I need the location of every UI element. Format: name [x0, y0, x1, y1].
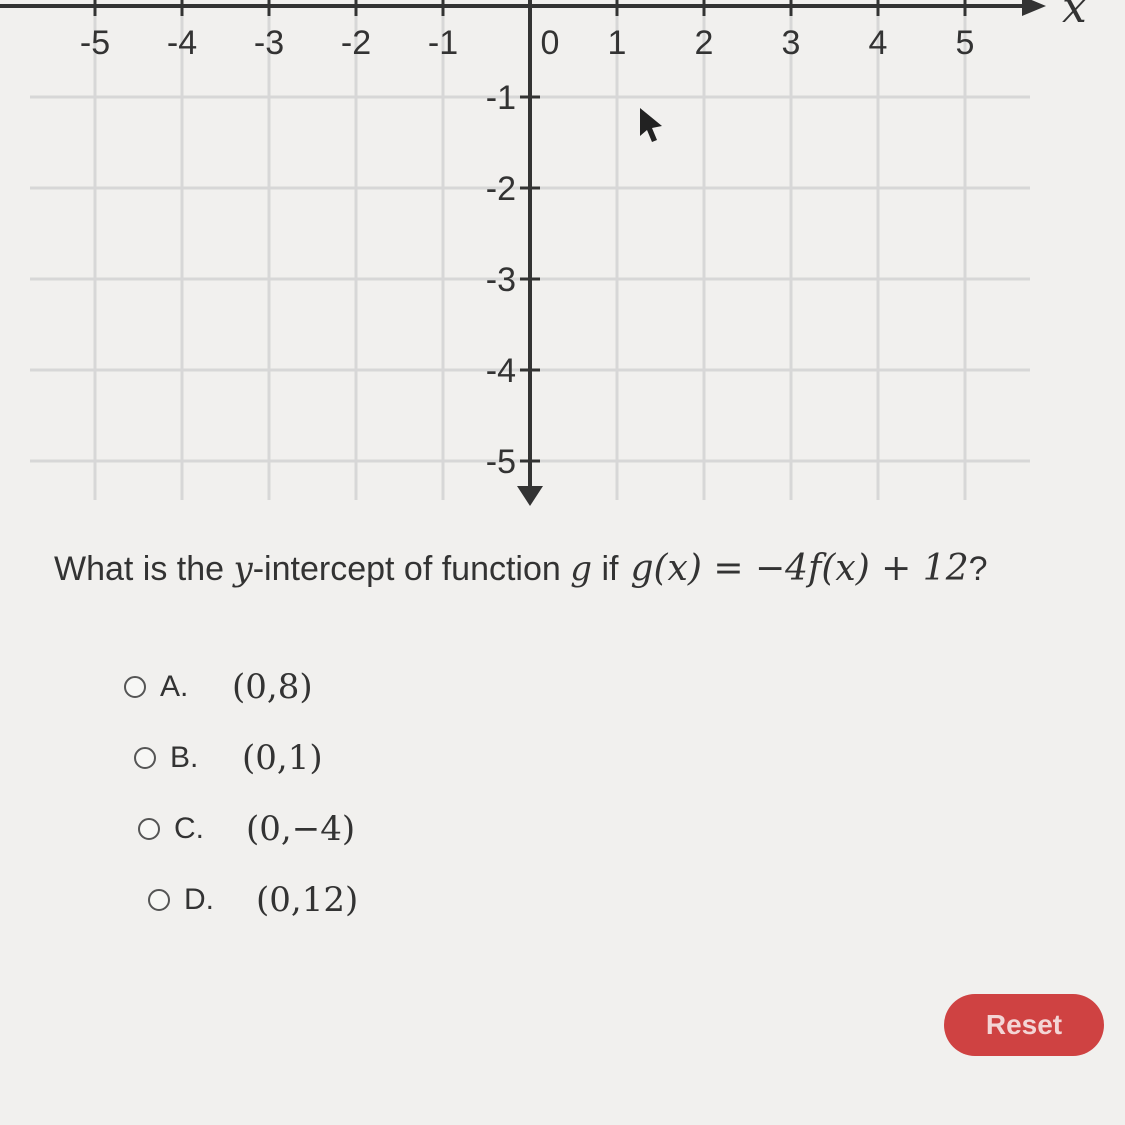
radio-button-icon[interactable] — [124, 676, 146, 698]
question-middle: -intercept of function — [252, 550, 571, 588]
reset-button[interactable]: Reset — [944, 994, 1104, 1056]
y-tick-label: -4 — [485, 352, 516, 390]
x-tick-label: -1 — [427, 24, 459, 62]
x-tick-label: -5 — [79, 24, 111, 62]
option-value: (0,12) — [256, 880, 359, 920]
x-tick-label: -3 — [253, 24, 285, 62]
question-if: if — [592, 550, 619, 588]
question-text — [54, 548, 1114, 589]
x-tick-label: 3 — [781, 24, 801, 62]
option-letter: B. — [170, 741, 199, 774]
x-tick-label: -2 — [340, 24, 372, 62]
x-tick-label: 5 — [955, 24, 975, 62]
equation: g(x) = −4f(x) + 12 — [630, 548, 969, 589]
radio-button-icon[interactable] — [138, 818, 160, 840]
radio-button-icon[interactable] — [148, 889, 170, 911]
option-letter: A. — [160, 670, 189, 703]
radio-button-icon[interactable] — [134, 747, 156, 769]
x-axis-label: x — [1062, 0, 1087, 33]
option-value: (0,8) — [232, 667, 313, 707]
x-tick-label: -4 — [166, 24, 198, 62]
question-end: ? — [968, 550, 988, 588]
y-tick-label: -5 — [485, 443, 516, 481]
tick-labels — [80, 24, 975, 481]
x-tick-label: 0 — [540, 24, 560, 62]
y-variable: y — [233, 549, 253, 589]
x-axis-arrow-icon — [1022, 0, 1046, 16]
option-a[interactable] — [124, 660, 358, 714]
y-tick-label: -1 — [485, 79, 516, 117]
g-variable: g — [570, 549, 593, 589]
option-value: (0,1) — [242, 738, 323, 778]
coordinate-graph — [0, 0, 1125, 520]
option-d[interactable] — [148, 873, 358, 927]
option-b[interactable] — [134, 731, 358, 785]
y-tick-label: -2 — [485, 170, 516, 208]
answer-options — [124, 660, 358, 944]
x-tick-label: 1 — [607, 24, 627, 62]
option-letter: D. — [184, 883, 214, 916]
x-tick-label: 2 — [694, 24, 714, 62]
x-tick-label: 4 — [868, 24, 888, 62]
y-tick-label: -3 — [485, 261, 516, 299]
question-prefix: What is the — [54, 550, 234, 588]
y-axis-arrow-icon — [517, 486, 543, 506]
option-letter: C. — [174, 812, 204, 845]
mouse-cursor-icon — [640, 108, 662, 142]
option-value: (0,−4) — [246, 809, 356, 849]
option-c[interactable] — [138, 802, 358, 856]
axes — [0, 0, 1046, 506]
